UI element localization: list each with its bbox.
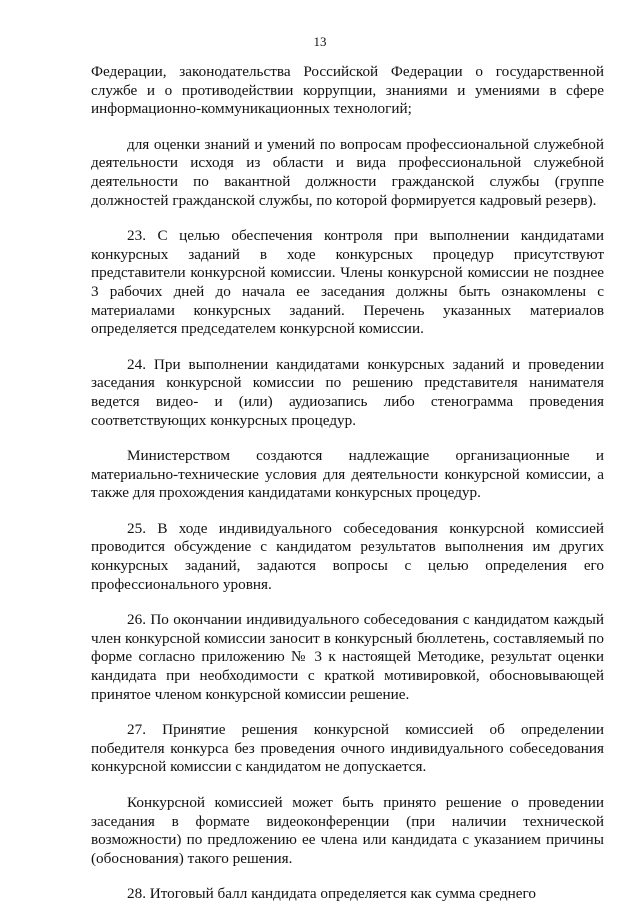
document-body [91, 63, 604, 904]
paragraph-28: 28. Итоговый балл кандидата определяется как сумма среднего [127, 885, 536, 903]
paragraph-26: 26. По окончании индивидуального собеседования с кандидатом каждый член конкурсной комиссии заносит в конкурсный бюллетень, составляемый по форме согласно приложению № 3 к настоящей Методике, результат оценки кандидата при необходимости с краткой мотивировкой, обосновывающей принятое членом конкурсной комиссии решение. [91, 611, 604, 703]
paragraph-23: 23. С целью обеспечения контроля при выполнении кандидатами конкурсных заданий в ходе конкурсных процедур присутствуют представители конкурсной комиссии. Члены конкурсной комиссии не позднее 3 рабочих дней до начала ее заседания должны быть ознакомлены с материалами конкурсных заданий. Перечень указанных материалов определяется председателем конкурсной комиссии. [91, 227, 604, 338]
paragraph-knowledge-assessment: для оценки знаний и умений по вопросам профессиональной служебной деятельности исходя из области и вида профессиональной служебной деятельности по вакантной должности гражданской службы (группе должностей гражданской службы, по которой формируется кадровый резерв). [91, 135, 604, 209]
paragraph-ministry-conditions: Министерством создаются надлежащие организационные и материально-технические условия для деятельности конкурсной комиссии, а также для прохождения кандидатами конкурсных процедур. [91, 447, 604, 502]
paragraph-24: 24. При выполнении кандидатами конкурсных заданий и проведении заседания конкурсной комиссии по решению представителя нанимателя ведется видео- и (или) аудиозапись либо стенограмма проведения соответствующих конкурсных процедур. [91, 355, 604, 429]
paragraph-videoconference: Конкурсной комиссией может быть принято решение о проведении заседания в формате видеоконференции (при наличии технической возможности) по предложению ее члена или кандидата с указанием причины (обоснования) такого решения. [91, 794, 604, 867]
paragraph-27: 27. Принятие решения конкурсной комиссией об определении победителя конкурса без проведения очного индивидуального собеседования конкурсной комиссии с кандидатом не допускается. [91, 721, 604, 776]
paragraph-25: 25. В ходе индивидуального собеседования конкурсной комиссией проводится обсуждение с кандидатом результатов выполнения им других конкурсных заданий, задаются вопросы с целью определения его профессионального уровня. [91, 519, 604, 593]
page-number: 13 [313, 34, 327, 49]
paragraph-continuation: Федерации, законодательства Российской Федерации о государственной службе и о противодействии коррупции, знаниями и умениями в сфере информационно-коммуникационных технологий; [91, 63, 604, 118]
